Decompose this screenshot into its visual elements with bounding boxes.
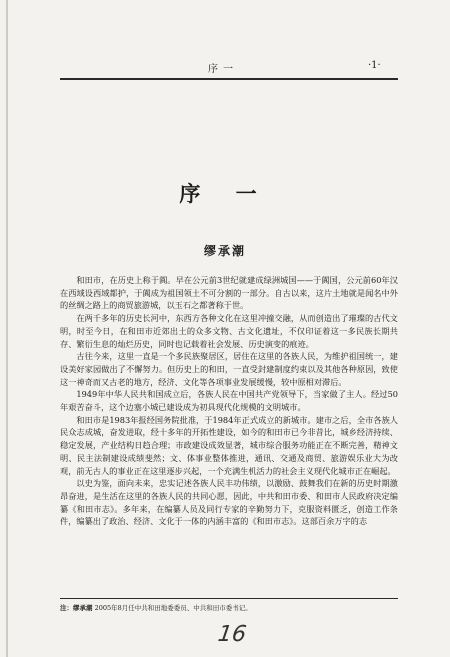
handwritten-page-number: 16 — [216, 622, 248, 647]
chapter-title: 序 一 — [179, 181, 271, 206]
paragraph: 和田市是1983年报经国务院批准，于1984年正式成立的新城市。建市之后，全市各族人民众志成城，奋发进取，经十多年的开拓性建设，如今的和田市已今非昔比，城乡经济持续、稳定发展，产业结构日趋合理；市政建设成效显著，城市综合服务功能正在不断完善，精神文明、民主法制建设成绩斐然；文、体事业整体推进，通讯、交通及商贸、旅游娱乐业大为改观，前无古人的事业正在这里逐步兴起，一个充满生机活力的社会主义现代化城市正在崛起。 — [60, 414, 398, 476]
footnote-label: 注：缪承潮 — [60, 604, 93, 612]
page-number: ·1· — [368, 60, 381, 71]
page-edge — [6, 0, 8, 657]
footnote-rule — [60, 598, 398, 599]
header-rule — [60, 78, 398, 80]
paragraph: 以史为鉴，面向未来，忠实记述各族人民丰功伟绩，以激励、鼓舞我们在新的历史时期激昂奋进，是生活在这里的各族人民的共同心愿，因此，中共和田市委、和田市人民政府决定编纂《和田市志》。多年来，在编纂人员及同行专家的辛勤努力下，克服资料匮乏，创造工作条件，编纂出了政治、经济、文化于一体的内涵丰富的《和田市志》。这部百余万字的志 — [60, 478, 398, 527]
running-head-title: 序 一 — [208, 64, 235, 75]
footnote — [60, 604, 398, 613]
author-name: 缪承潮 — [203, 244, 246, 258]
paragraph: 1949年中华人民共和国成立后，各族人民在中国共产党领导下，当家做了主人。经过50年艰苦奋斗，这个边塞小城已建设成为初具现代化规模的文明城市。 — [60, 389, 398, 413]
paragraph: 古往今来，这里一直是一个多民族聚居区，居住在这里的各族人民，为维护祖国统一，建设美好家园做出了不懈努力。但历史上的和田，一直受封建制度约束以及其他各种原因，致使这一神奇而又古老的地方，经济、文化等各项事业发展缓慢，较中原相对滞后。 — [60, 351, 398, 387]
paragraph: 和田市，在历史上称于阗。早在公元前3世纪就建成绿洲城国——于阗国，公元前60年汉在西域设西域都护，于阗成为祖国领土不可分割的一部分。自古以来，这片土地就是闻名中外的丝绸之路上的商贸旅游城，以玉石之都著称于世。 — [60, 275, 398, 311]
running-head — [0, 60, 450, 76]
body-text — [60, 274, 398, 528]
footnote-text: 2005年8月任中共和田地委委员、中共和田市委书记。 — [94, 604, 252, 612]
paragraph: 在两千多年的历史长河中，东西方各种文化在这里冲撞交融，从而创造出了璀璨的古代文明，时至今日，在和田市近郊出土的众多文物、古文化遗址，不仅印证着这一多民族长期共存、繁衍生息的灿烂历史，同时也记载着社会发展、历史演变的痕迹。 — [60, 313, 398, 349]
